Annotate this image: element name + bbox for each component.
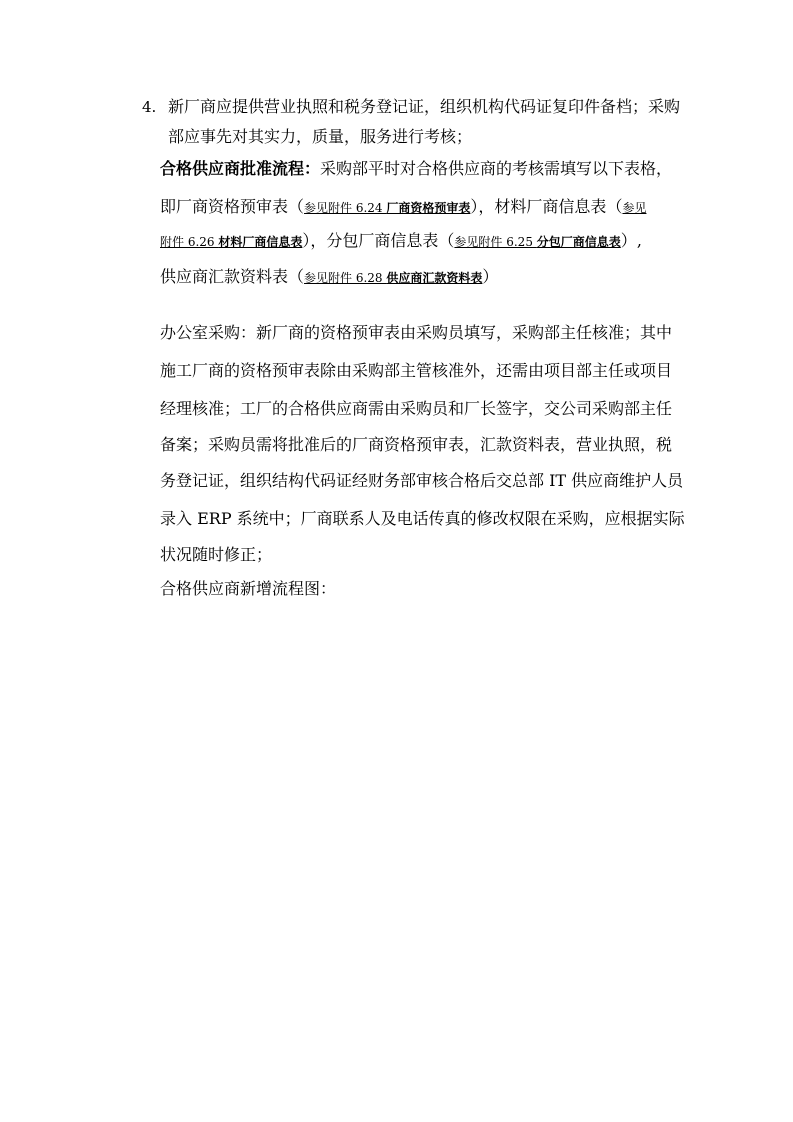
paren-close: ） <box>302 231 311 250</box>
office-line-6: 录入 ERP 系统中；厂商联系人及电话传真的修改权限在采购，应根据实际 <box>160 509 685 528</box>
item4-line-1: 新厂商应提供营业执照和税务登记证，组织机构代码证复印件备档；采购 <box>168 97 681 116</box>
list-number: 4. <box>142 98 157 116</box>
paren-open: （ <box>288 267 305 286</box>
form-name-remittance: 供应商汇款资料表 <box>160 267 289 286</box>
paren-open: （ <box>606 197 623 216</box>
ref-prefix: 参见附件 6.25 <box>454 235 537 249</box>
approval-line-1 <box>160 158 672 180</box>
ref-attachment-6-28[interactable] <box>304 271 482 285</box>
ref-title: 分包厂商信息表 <box>536 235 621 249</box>
ref-prefix: 参见 <box>622 201 647 215</box>
approval-label: 合格供应商批准流程： <box>160 159 321 178</box>
office-line-3: 经理核准；工厂的合格供应商需由采购员和厂长签字，交公司采购部主任 <box>160 399 673 418</box>
office-line-4: 备案；采购员需将批准后的厂商资格预审表，汇款资料表，营业执照，税 <box>160 435 673 454</box>
flowchart-caption: 合格供应商新增流程图： <box>160 579 337 598</box>
ref-prefix: 附件 6.26 <box>160 235 219 249</box>
ref-title: 供应商汇款资料表 <box>386 271 483 285</box>
item4-line-2: 部应事先对其实力，质量，服务进行考核； <box>168 127 473 146</box>
approval-line-3 <box>160 230 642 253</box>
ref-attachment-6-26-part2[interactable] <box>160 235 302 249</box>
office-line-1: 办公室采购：新厂商的资格预审表由采购员填写，采购部主任核准；其中 <box>160 323 673 342</box>
paren-open: （ <box>288 197 305 216</box>
ref-prefix: 参见附件 6.24 <box>304 201 387 215</box>
paren-close: ） <box>620 231 637 250</box>
paren-open: （ <box>438 231 455 250</box>
ref-attachment-6-26-part1[interactable] <box>622 201 646 215</box>
office-line-5: 务登记证，组织结构代码证经财务部审核合格后交总部 IT 供应商维护人员 <box>160 471 684 490</box>
approval-line-2 <box>160 196 646 219</box>
approval-line-4 <box>160 266 498 289</box>
ref-title: 厂商资格预审表 <box>386 201 471 215</box>
ref-title: 材料厂商信息表 <box>218 235 303 249</box>
approval-text: 采购部平时对合格供应商的考核需填写以下表格， <box>320 159 673 178</box>
form-name-qualification: 即厂商资格预审表 <box>160 197 289 216</box>
comma: , <box>636 231 642 250</box>
office-line-2: 施工厂商的资格预审表除由采购部主管核准外，还需由项目部主任或项目 <box>160 361 673 380</box>
form-name-material: ，材料厂商信息表 <box>478 197 607 216</box>
ref-attachment-6-24[interactable] <box>304 201 470 215</box>
ref-attachment-6-25[interactable] <box>454 235 620 249</box>
paren-close: ） <box>470 197 479 216</box>
ref-prefix: 参见附件 6.28 <box>304 271 387 285</box>
paren-close: ） <box>482 267 499 286</box>
form-name-subcontract: ，分包厂商信息表 <box>310 231 439 250</box>
office-line-7: 状况随时修正； <box>160 545 273 564</box>
